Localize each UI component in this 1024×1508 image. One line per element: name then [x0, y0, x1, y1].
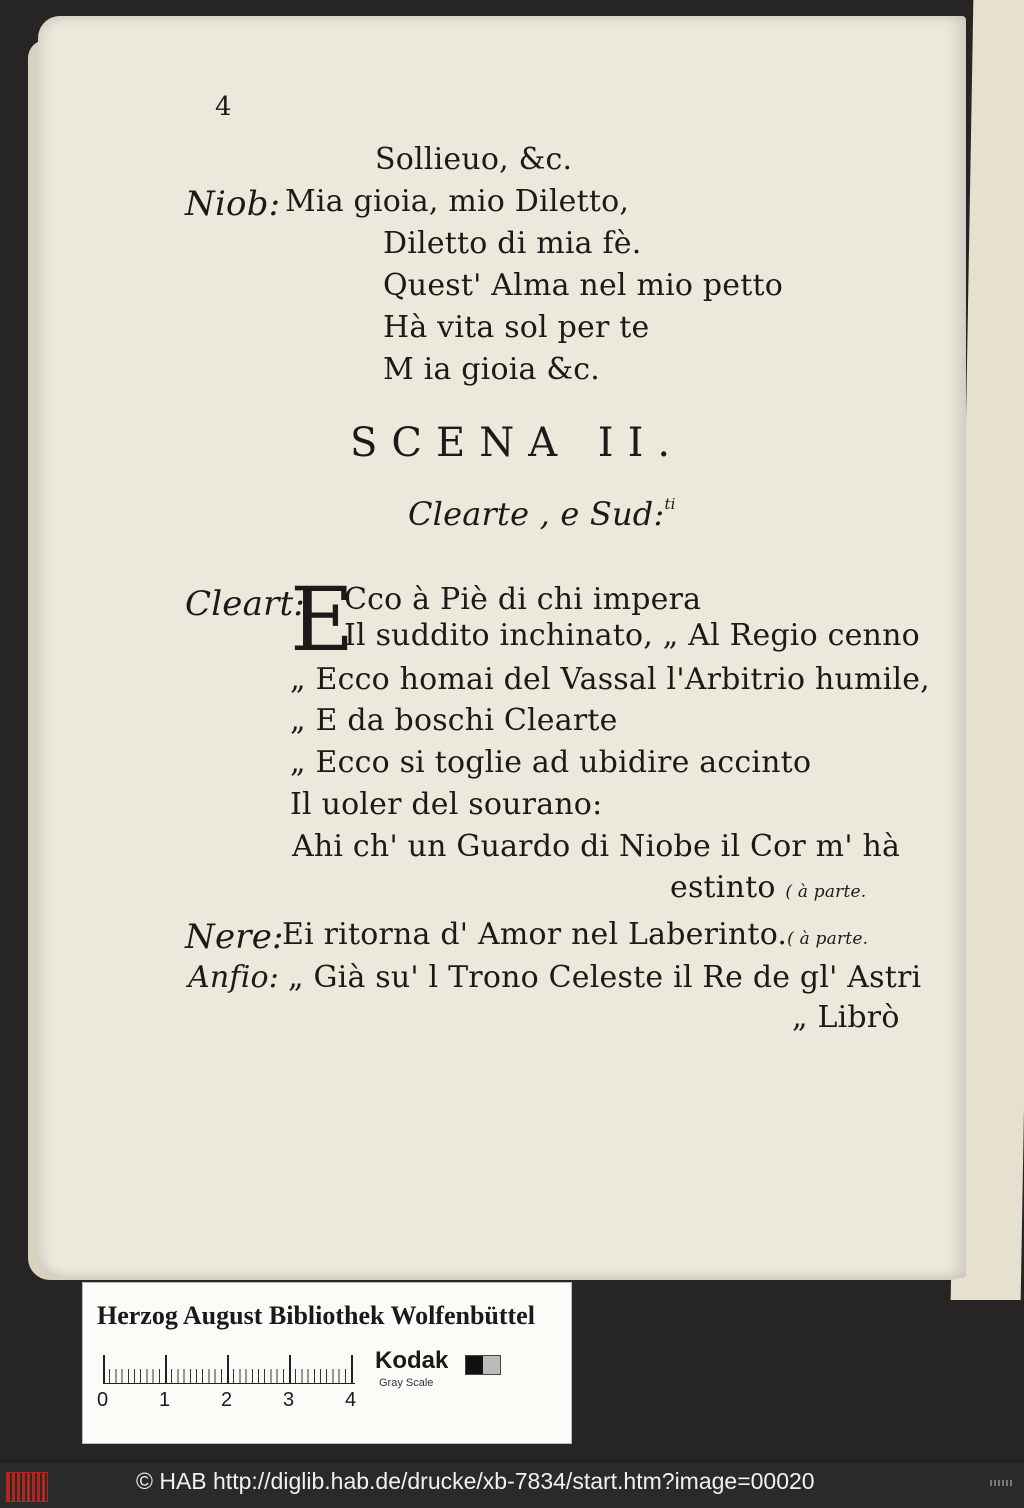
text-line: „ Ecco homai del Vassal l'Arbitrio humile,	[290, 662, 930, 697]
speaker-label-cleart: Cleart:	[185, 584, 306, 624]
ruler-number: 3	[283, 1389, 295, 1411]
aside-note: ( à parte.	[787, 929, 869, 949]
page-number: 4	[215, 92, 232, 122]
text-line: M ia gioia &c.	[383, 352, 600, 387]
drop-capital: E	[290, 568, 355, 671]
ruler-number: 1	[159, 1389, 171, 1411]
text-line: Quest' Alma nel mio petto	[383, 268, 784, 303]
line-text: estinto	[670, 870, 776, 905]
text-line: „ E da boschi Clearte	[290, 703, 618, 738]
text-line: Ahi ch' un Guardo di Niobe il Cor m' hà	[292, 829, 901, 864]
text-line: „ Già su' l Trono Celeste il Re de gl' Astri	[288, 960, 922, 995]
color-reference-card	[82, 1282, 572, 1444]
ruler-number: 4	[345, 1389, 357, 1411]
text-line: Mia gioia, mio Diletto,	[285, 184, 630, 219]
brand-sublabel: Gray Scale	[379, 1377, 434, 1389]
aside-note: ( à parte.	[785, 882, 867, 902]
text-line: Hà vita sol per te	[383, 310, 650, 345]
text-line: Diletto di mia fè.	[383, 226, 642, 261]
line-text: Ei ritorna d' Amor nel Laberinto.	[282, 917, 788, 952]
speaker-label-niob: Niob:	[185, 184, 281, 224]
cast-text: Clearte , e Sud:	[408, 495, 665, 533]
text-line: Cco à Piè di chi impera	[344, 582, 702, 617]
ruler-number: 2	[221, 1389, 233, 1411]
text-line: Il suddito inchinato, „ Al Regio cenno	[344, 618, 920, 653]
library-name: Herzog August Bibliothek Wolfenbüttel	[97, 1301, 535, 1330]
text-line: „ Ecco si toglie ad ubidire accinto	[290, 745, 812, 780]
cast-superscript: ti	[664, 495, 676, 513]
text-line: Sollieuo, &c.	[375, 142, 573, 177]
footer-bar	[0, 1462, 1024, 1508]
scene-heading: SCENA II.	[350, 420, 685, 466]
catchword: „ Librò	[792, 1000, 900, 1035]
ruler-number: 0	[97, 1389, 109, 1411]
ruler-scale	[103, 1353, 355, 1384]
text-line	[670, 870, 866, 905]
speaker-label-nere: Nere:	[185, 917, 284, 957]
copyright-url: © HAB http://diglib.hab.de/drucke/xb-7834/start.htm?image=00020	[136, 1468, 815, 1494]
cast-line	[408, 495, 676, 533]
text-line	[282, 917, 868, 952]
brand-label: Kodak	[375, 1347, 449, 1374]
speaker-label-anfio: Anfio:	[188, 960, 280, 995]
hab-logo-icon	[6, 1472, 48, 1502]
gray-swatch	[465, 1355, 501, 1375]
menu-dots-icon[interactable]	[990, 1480, 1012, 1486]
text-line: Il uoler del sourano:	[290, 787, 603, 822]
